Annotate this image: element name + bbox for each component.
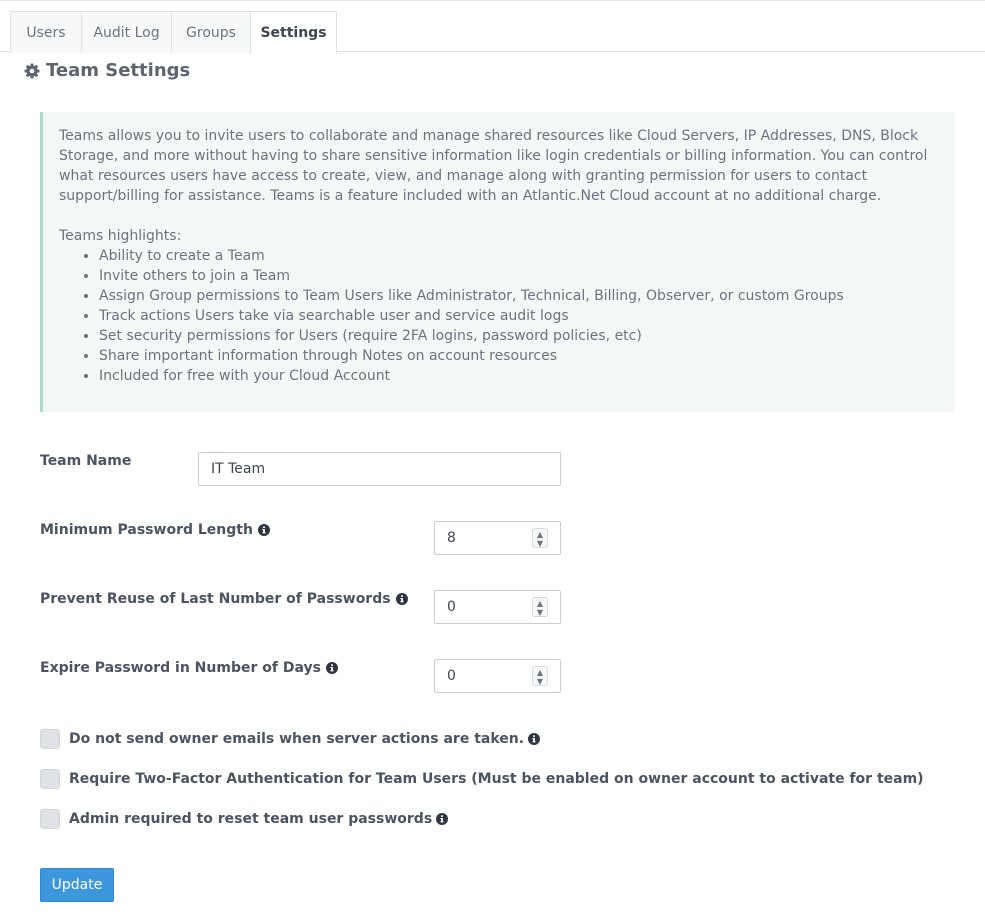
team-name-label [40, 453, 131, 469]
expire-days-label-text: Expire Password in Number of Days [40, 660, 321, 676]
prevent-reuse-stepper[interactable] [434, 590, 561, 624]
require-2fa-checkbox[interactable] [40, 769, 60, 789]
min-password-length-stepper[interactable] [434, 521, 561, 555]
teams-info-box [40, 112, 955, 412]
highlights-list [59, 246, 939, 386]
info-paragraph: Teams allows you to invite users to collaborate and manage shared resources like Cloud Servers, IP Addresses, DNS, Block Storage, and more without having to share sensitive information like login credentials or billing information. You can control what resources users have access to create, view, and manage along with granting permission for users to contact support/billing for assistance. Teams is a feature included with an Atlantic.Net Cloud account at no additional charge. [59, 128, 928, 204]
info-icon[interactable] [436, 813, 448, 825]
highlights-title: Teams highlights: [59, 228, 182, 244]
tab-bar [0, 0, 985, 52]
page-title [24, 60, 190, 81]
list-item: • Set security permissions for Users (require 2FA logins, password policies, etc) [99, 326, 939, 346]
expire-days-label [40, 660, 338, 676]
tab-settings[interactable]: Settings [250, 11, 337, 54]
stepper-down-icon[interactable]: ▼ [536, 677, 544, 686]
stepper-down-icon[interactable]: ▼ [536, 539, 544, 548]
owner-emails-option[interactable] [40, 729, 540, 749]
list-item: • Invite others to join a Team [99, 266, 939, 286]
min-password-length-label-text: Minimum Password Length [40, 522, 253, 538]
tab-users[interactable]: Users [10, 11, 82, 53]
prevent-reuse-input[interactable] [435, 591, 525, 623]
list-item: • Share important information through Notes on account resources [99, 346, 939, 366]
info-icon[interactable] [396, 593, 408, 605]
admin-reset-checkbox[interactable] [40, 809, 60, 829]
info-icon[interactable] [326, 662, 338, 674]
info-icon[interactable] [528, 733, 540, 745]
min-password-length-input[interactable] [435, 522, 525, 554]
info-icon[interactable] [258, 524, 270, 536]
stepper-up-icon[interactable]: ▲ [536, 668, 544, 677]
team-name-label-text: Team Name [40, 453, 132, 469]
gear-icon [24, 63, 40, 79]
stepper-spinner[interactable] [532, 666, 548, 686]
prevent-reuse-label-text: Prevent Reuse of Last Number of Passwords [40, 591, 391, 607]
tab-audit-log[interactable]: Audit Log [81, 11, 172, 53]
prevent-reuse-label [40, 591, 408, 607]
owner-emails-checkbox[interactable] [40, 729, 60, 749]
expire-days-stepper[interactable] [434, 659, 561, 693]
list-item: • Included for free with your Cloud Account [99, 366, 939, 386]
require-2fa-option[interactable] [40, 769, 924, 789]
stepper-spinner[interactable] [532, 528, 548, 548]
list-item: • Ability to create a Team [99, 246, 939, 266]
admin-reset-label: Admin required to reset team user passwords [69, 811, 433, 827]
owner-emails-label: Do not send owner emails when server actions are taken. [69, 731, 525, 747]
stepper-up-icon[interactable]: ▲ [536, 530, 544, 539]
list-item: • Track actions Users take via searchable user and service audit logs [99, 306, 939, 326]
tab-groups[interactable]: Groups [171, 11, 251, 53]
stepper-spinner[interactable] [532, 597, 548, 617]
require-2fa-label: Require Two-Factor Authentication for Team Users (Must be enabled on owner account to activate for team) [69, 771, 924, 787]
list-item: • Assign Group permissions to Team Users like Administrator, Technical, Billing, Observer, or custom Groups [99, 286, 939, 306]
admin-reset-option[interactable] [40, 809, 448, 829]
update-button[interactable]: Update [40, 868, 114, 902]
expire-days-input[interactable] [435, 660, 525, 692]
stepper-up-icon[interactable]: ▲ [536, 599, 544, 608]
team-name-input[interactable] [198, 452, 561, 486]
stepper-down-icon[interactable]: ▼ [536, 608, 544, 617]
min-password-length-label [40, 522, 270, 538]
page-title-text: Team Settings [46, 60, 191, 81]
